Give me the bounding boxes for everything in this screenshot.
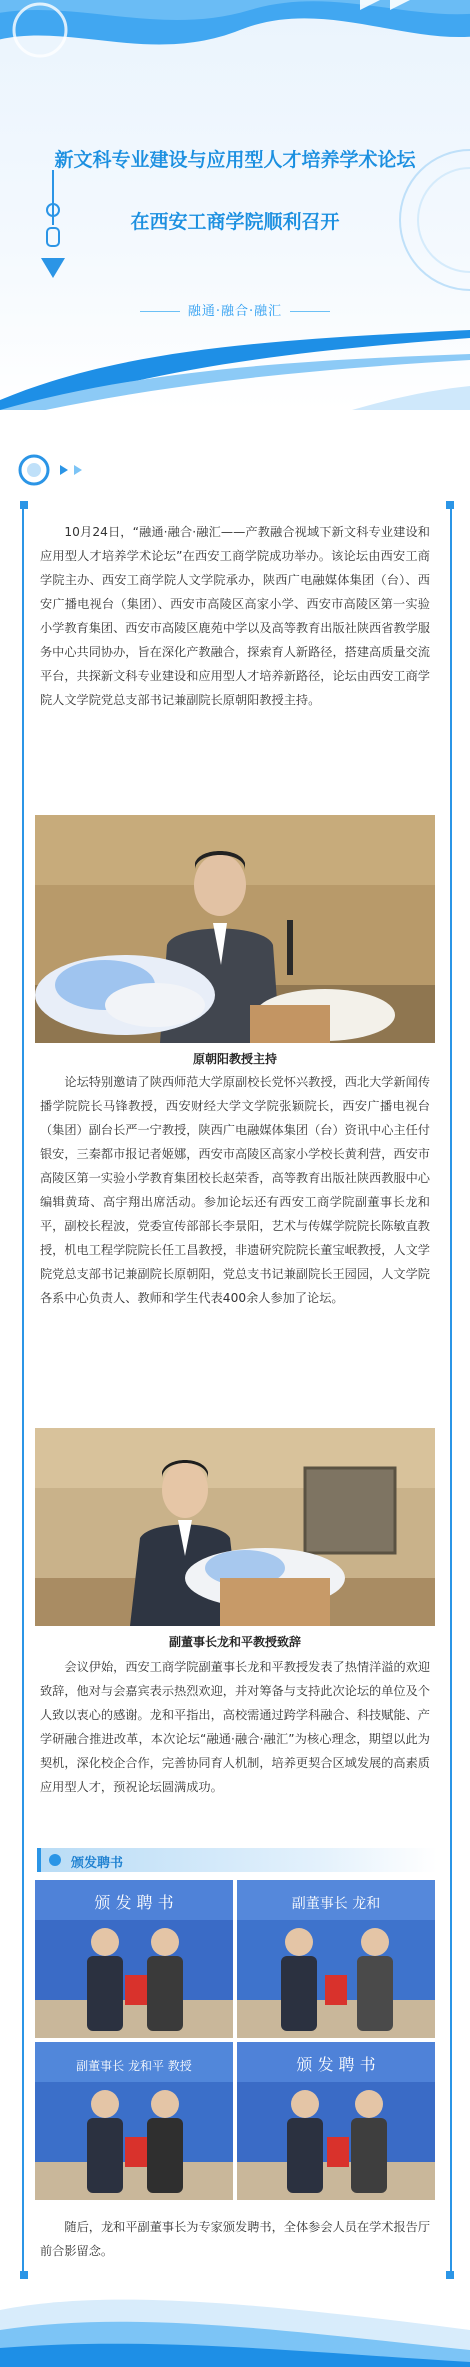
photo-certificate-3 (35, 2042, 233, 2200)
wave-decoration (0, 0, 470, 80)
wave-decoration (0, 330, 470, 410)
paragraph-text: 10月24日，“融通·融合·融汇——产教融合视域下新文科专业建设和应用型人才培养学术论坛”在西安工商学院成功举办。该论坛由西安工商学院主办、西安工商学院人文学院承办，陕西广电融媒体集团（台）、西安广播电视台（集团）、西安市高陵区高家小学、西安市高陵区第一实验小学教育集团、西安市高陵区鹿苑中学以及高等教育出版社陕西省教学服务中心共同协办，旨在深化产教融合，探索育人新路径，搭建高质量交流平台，共探新文科专业建设和应用型人才培养新路径，论坛由西安工商学院人文学院党总支部书记兼副院长原朝阳教授主持。 (40, 525, 430, 707)
photo-certificate-4 (237, 2042, 435, 2200)
paragraph-text: 论坛特别邀请了陕西师范大学原副校长党怀兴教授，西北大学新闻传播学院院长马锋教授，西安财经大学文学院张颖院长，西安广播电视台（集团）副台长严一宁教授，陕西广电融媒体集团（台）资讯中心主任付银安，三秦都市报记者姬娜，西安市高陵区高家小学校长黄利营，西安市高陵区第一实验小学教育集团校长赵荣香，高等教育出版社陕西教服中心编辑黄琦、高宇翔出席活动。参加论坛还有西安工商学院副董事长龙和平，副校长程波，党委宣传部部长李景阳，艺术与传媒学院院长陈敏直教授，机电工程学院院长任工昌教授，非遗研究院院长董宝岷教授，人文学院党总支部书记兼副院长原朝阳，党总支书记兼副院长王园园，人文学院各系中心负责人、教师和学生代表400余人参加了论坛。 (40, 1075, 431, 1305)
photo-grid (35, 1880, 435, 2200)
page-title: 新文科专业建设与应用型人才培养学术论坛 (54, 149, 416, 171)
photo-certificate-1 (35, 1880, 233, 2038)
circle-arrow-decoration (12, 450, 102, 494)
photo-speaker-vice-chair (35, 1428, 435, 1626)
article-paragraph-4 (40, 2215, 430, 2263)
banner-text: 副董事长 龙和 (291, 1896, 381, 1912)
banner-text: 颁 发 聘 书 (296, 2055, 376, 2074)
photo-certificate-2 (237, 1880, 435, 2038)
article-paragraph-2 (40, 1070, 430, 1310)
article-paragraph-1 (40, 520, 430, 712)
section-header (37, 1848, 437, 1872)
wave-decoration (0, 2290, 470, 2367)
banner-text: 颁 发 聘 书 (94, 1893, 174, 1912)
photo-speaker-host (35, 815, 435, 1043)
header-banner (0, 0, 470, 410)
article-paragraph-3 (40, 1655, 430, 1799)
photo-caption: 副董事长龙和平教授致辞 (168, 1635, 301, 1649)
tagline (0, 300, 470, 319)
circle-marker-icon (49, 1854, 61, 1866)
page-subtitle: 在西安工商学院顺利召开 (130, 211, 340, 233)
banner-text: 副董事长 龙和平 教授 (76, 2059, 192, 2073)
tagline-text: 融通·融合·融汇 (187, 304, 283, 319)
photo-caption: 原朝阳教授主持 (192, 1052, 277, 1066)
section-title: 颁发聘书 (71, 1856, 124, 1871)
paragraph-text: 会议伊始，西安工商学院副董事长龙和平教授发表了热情洋溢的欢迎致辞，他对与会嘉宾表示热烈欢迎，并对筹备与支持此次论坛的单位及个人致以衷心的感谢。龙和平指出，高校需通过跨学科融合、科技赋能、产学研融合推进改革，本次论坛“融通·融合·融汇”为核心理念，期望以此为契机，深化校企合作，完善协同育人机制，培养更契合区域发展的高素质应用型人才，预祝论坛圆满成功。 (40, 1660, 431, 1794)
paragraph-text: 随后，龙和平副董事长为专家颁发聘书，全体参会人员在学术报告厅前合影留念。 (40, 2220, 431, 2258)
